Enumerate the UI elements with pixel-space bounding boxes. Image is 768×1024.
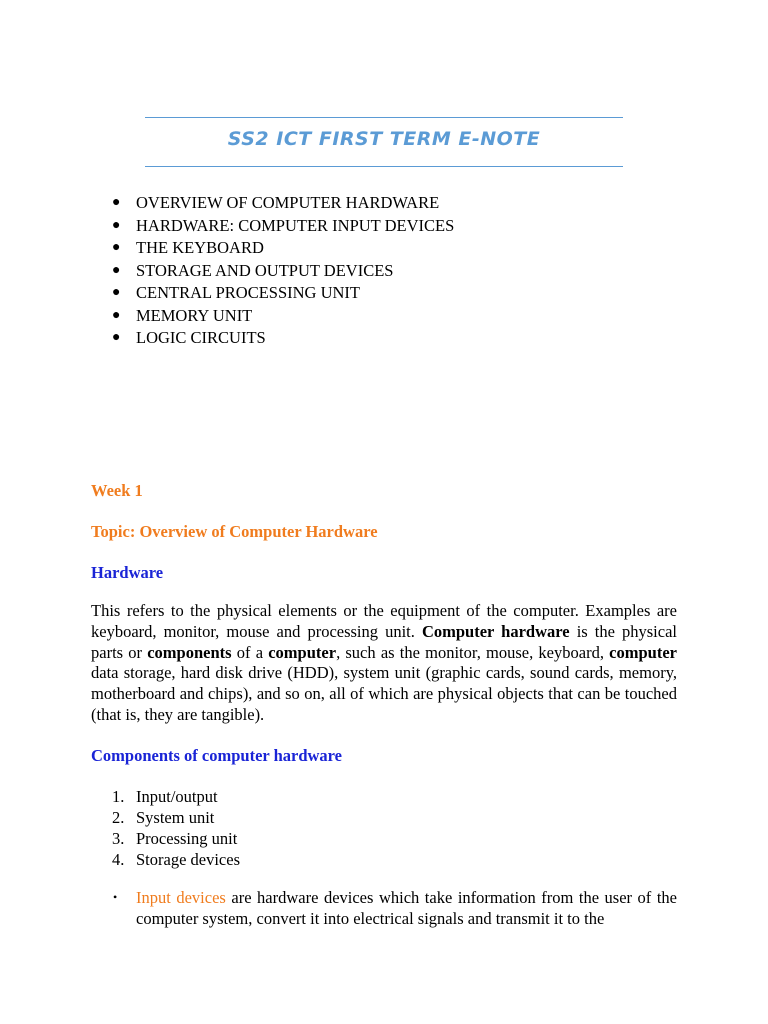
list-item: 3. Processing unit <box>112 829 238 848</box>
toc-item: ● OVERVIEW OF COMPUTER HARDWARE <box>108 192 454 215</box>
bullet-icon: • <box>113 890 118 904</box>
components-list <box>108 786 240 870</box>
toc-item: ● MEMORY UNIT <box>108 305 454 328</box>
table-of-contents <box>108 192 454 350</box>
toc-item: ● STORAGE AND OUTPUT DEVICES <box>108 260 454 283</box>
toc-item: ● LOGIC CIRCUITS <box>108 327 454 350</box>
components-heading: Components of computer hardware <box>91 746 343 765</box>
bullet-icon: ● <box>112 217 121 233</box>
list-item: 4. Storage devices <box>112 850 241 869</box>
toc-item: ● THE KEYBOARD <box>108 237 454 260</box>
topic-heading: Topic: Overview of Computer Hardware <box>91 522 378 541</box>
title-rule-bottom <box>145 166 623 167</box>
bullet-icon: ● <box>112 240 121 255</box>
week-heading: Week 1 <box>91 481 143 500</box>
title-rule-top <box>145 117 623 118</box>
bullet-icon: ● <box>112 330 121 345</box>
toc-item: ● CENTRAL PROCESSING UNIT <box>108 282 454 305</box>
bullet-icon: ● <box>112 285 121 300</box>
bullet-icon: ● <box>112 195 121 210</box>
page-title: SS2 ICT FIRST TERM E-NOTE <box>227 128 541 150</box>
toc-item: ● HARDWARE: COMPUTER INPUT DEVICES <box>108 215 454 238</box>
hardware-heading: Hardware <box>91 563 164 582</box>
hardware-paragraph: This refers to the physical elements or the equipment of the computer. Examples are keyboard, monitor, mouse and processing unit. Computer hardware is the physical parts or components of a computer, such as the monitor, mouse, keyboard, computer data storage, hard disk drive (HDD), system unit (graphic cards, sound cards, memory, motherboard and chips), and so on, all of which are physical objects that can be touched (that is, they are tangible). <box>91 601 677 724</box>
list-item: 2. System unit <box>112 808 215 827</box>
bullet-icon: ● <box>112 307 121 323</box>
list-item: 1. Input/output <box>112 787 218 806</box>
bullet-icon: ● <box>112 262 121 278</box>
input-devices-text: Input devices are hardware devices which take information from the user of the computer system, convert it into electrical signals and transmit it to the <box>136 888 677 928</box>
